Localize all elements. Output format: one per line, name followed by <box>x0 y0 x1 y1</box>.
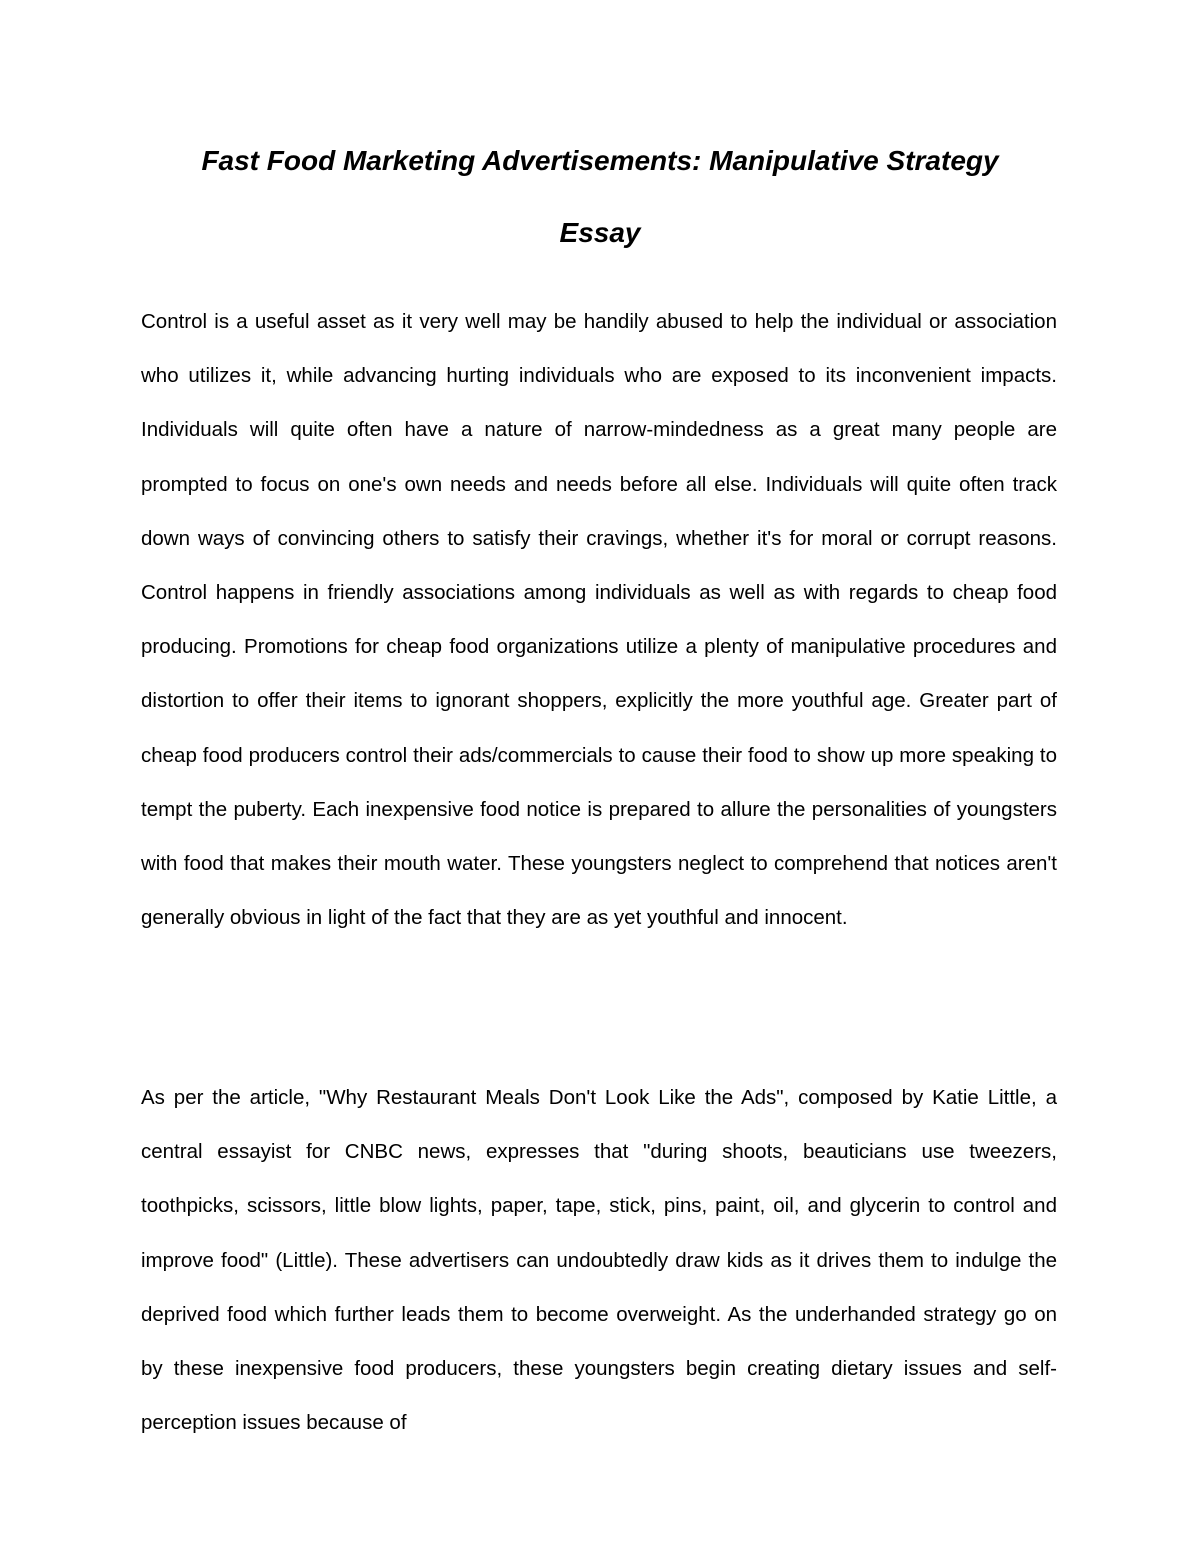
paragraph-1: Control is a useful asset as it very well may be handily abused to help the individual or association who utilizes it, while advancing hurting individuals who are exposed to its inconvenient impacts. Individuals will quite often have a nature of narrow-mindedness as a great many people are prompted to focus on one's own needs and needs before all else. Individuals will quite often track down ways of convincing others to satisfy their cravings, whether it's for moral or corrupt reasons. Control happens in friendly associations among individuals as well as with regards to cheap food producing. Promotions for cheap food organizations utilize a plenty of manipulative procedures and distortion to offer their items to ignorant shoppers, explicitly the more youthful age. Greater part of cheap food producers control their ads/commercials to cause their food to show up more speaking to tempt the puberty. Each inexpensive food notice is prepared to allure the personalities of youngsters with food that makes their mouth water. These youngsters neglect to comprehend that notices aren't generally obvious in light of the fact that they are as yet youthful and innocent. <box>141 310 1057 930</box>
document-title: Fast Food Marketing Advertisements: Manipulative Strategy <box>201 145 999 176</box>
paragraph-2: As per the article, "Why Restaurant Meals Don't Look Like the Ads", composed by Katie Little, a central essayist for CNBC news, expresses that "during shoots, beauticians use tweezers, toothpicks, scissors, little blow lights, paper, tape, stick, pins, paint, oil, and glycerin to control and improve food" (Little). These advertisers can undoubtedly draw kids as it drives them to indulge the deprived food which further leads them to become overweight. As the underhanded strategy go on by these inexpensive food producers, these youngsters begin creating dietary issues and self-perception issues because of <box>141 1086 1057 1435</box>
document-title-continuation: Essay <box>559 217 641 248</box>
